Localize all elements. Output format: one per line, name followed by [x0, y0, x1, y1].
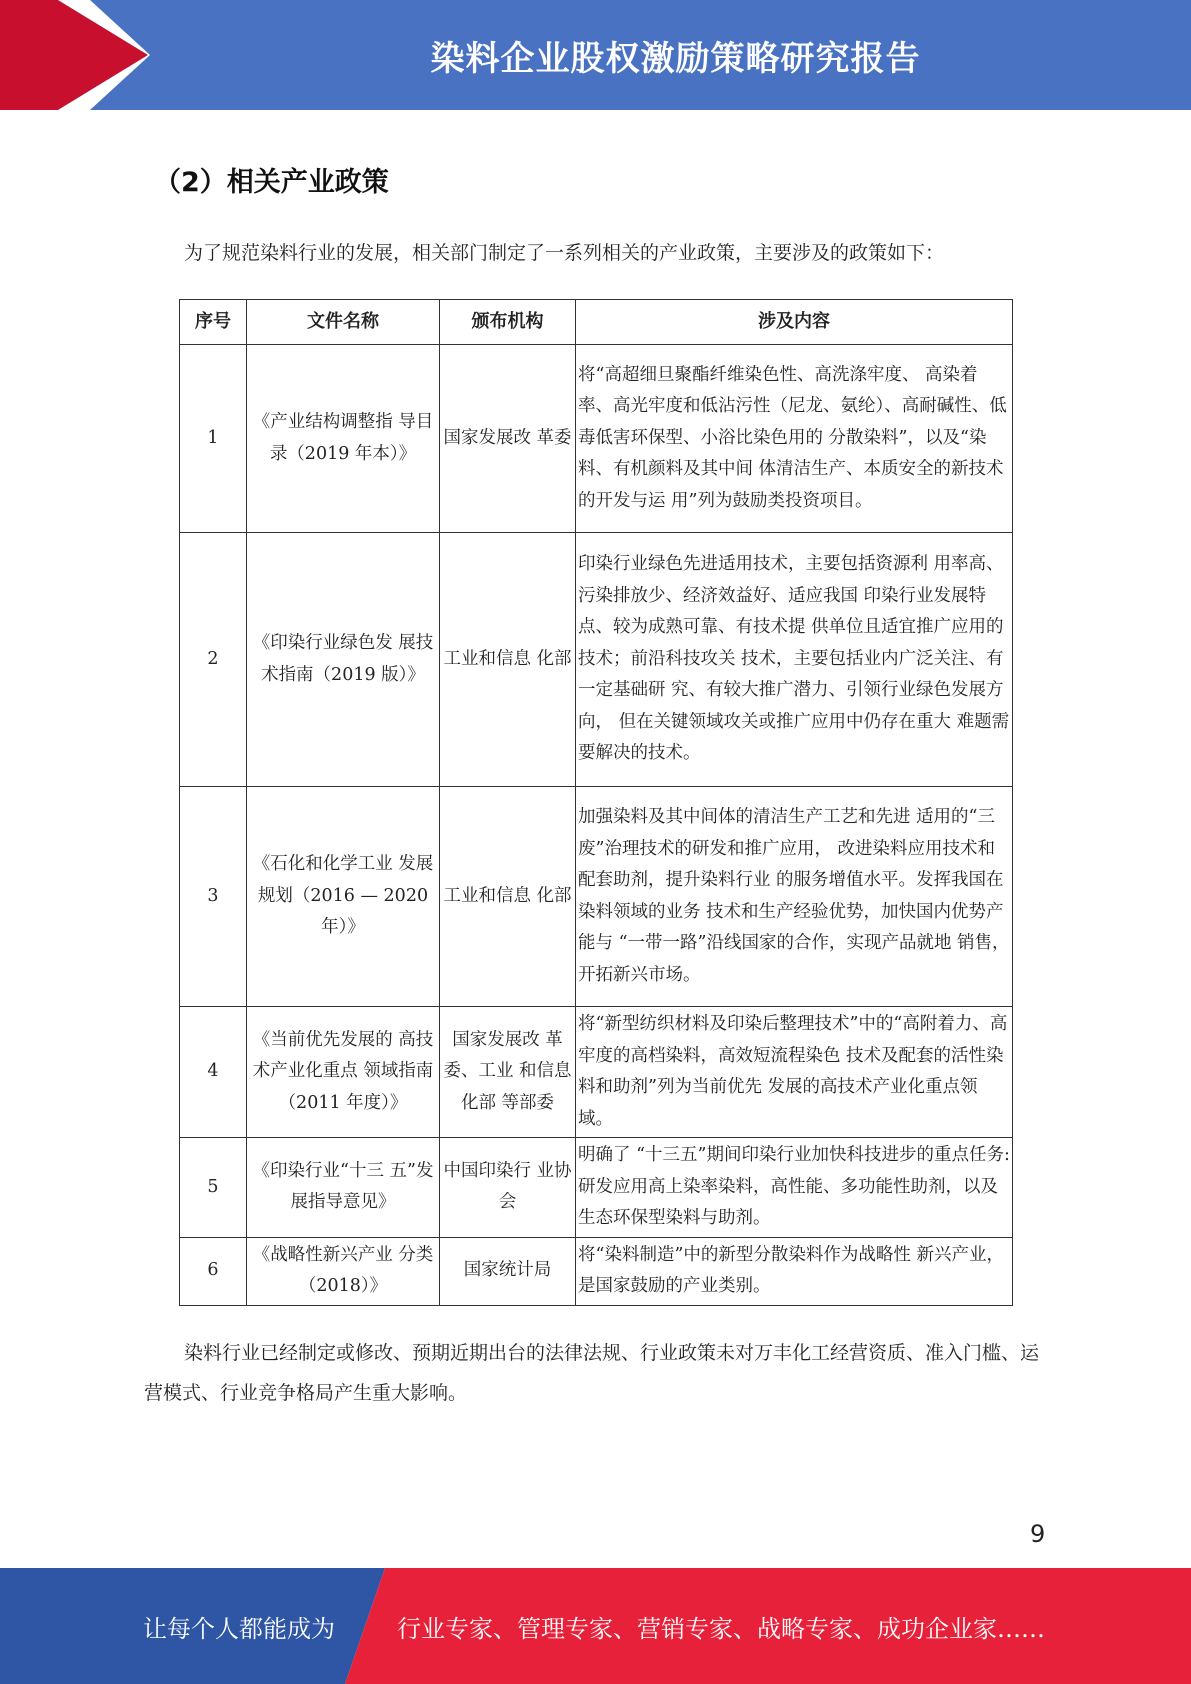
policy-content: 将“新型纺织材料及印染后整理技术”中的“高附着力、高牢度的高档染料，高效短流程染色 技术及配套的活性染料和助剂”列为当前优先 发展的高技术产业化重点领域。: [576, 1007, 1013, 1138]
issuing-authority: 中国印染行 业协会: [440, 1138, 576, 1238]
policy-content: 加强染料及其中间体的清洁生产工艺和先进 适用的“三废”治理技术的研发和推广应用， 改进染料应用技术和配套助剂，提升染料行业 的服务增值水平。发挥我国在染料领域的业务 技术和生产经验优势，加快国内优势产能与 “一带一路”沿线国家的合作，实现产品就地 销售，开拓新兴市场。: [576, 787, 1013, 1007]
table-row: [180, 1007, 1013, 1138]
document-name: 《战略性新兴产业 分类（2018）》: [247, 1237, 440, 1305]
section-heading: （2）相关产业政策: [154, 167, 389, 198]
issuing-authority: 国家发展改 革委: [440, 345, 576, 533]
row-number: 2: [180, 533, 247, 787]
table-row: [180, 345, 1013, 533]
table-row: [180, 533, 1013, 787]
row-number: 4: [180, 1007, 247, 1138]
header-document-name: 文件名称: [247, 300, 440, 345]
header-number: 序号: [180, 300, 247, 345]
issuing-authority: 国家统计局: [440, 1237, 576, 1305]
closing-paragraph: 染料行业已经制定或修改、预期近期出台的法律法规、行业政策未对万丰化工经营资质、准入门槛、运营模式、行业竞争格局产生重大影响。: [144, 1342, 1040, 1404]
document-name: 《产业结构调整指 导目录（2019 年本）》: [247, 345, 440, 533]
table-row: [180, 1237, 1013, 1305]
row-number: 3: [180, 787, 247, 1007]
table-row: [180, 1138, 1013, 1238]
row-number: 5: [180, 1138, 247, 1238]
footer-slogan-left: 让每个人都能成为: [143, 1614, 335, 1643]
header-banner: [0, 0, 1191, 110]
row-number: 6: [180, 1237, 247, 1305]
header-chevron-decoration: [0, 0, 160, 110]
policy-content: 将“染料制造”中的新型分散染料作为战略性 新兴产业，是国家鼓励的产业类别。: [576, 1237, 1013, 1305]
page-number: 9: [1030, 1520, 1046, 1548]
document-name: 《石化和化学工业 发展规划（2016 — 2020 年）》: [247, 787, 440, 1007]
issuing-authority: 国家发展改 革委、工业 和信息化部 等部委: [440, 1007, 576, 1138]
policy-content: 印染行业绿色先进适用技术，主要包括资源利 用率高、污染排放少、经济效益好、适应我国 印染行业发展特点、较为成熟可靠、有技术提 供单位且适宜推广应用的技术；前沿科技攻关 技术，主要包括业内广泛关注、有一定基础研 究、有较大推广潜力、引领行业绿色发展方向， 但在关键领域攻关或推广应用中仍存在重大 难题需要解决的技术。: [576, 533, 1013, 787]
header-issuing-authority: 颁布机构: [440, 300, 576, 345]
issuing-authority: 工业和信息 化部: [440, 533, 576, 787]
document-name: 《印染行业“十三 五”发展指导意见》: [247, 1138, 440, 1238]
policy-content: 明确了 “十三五”期间印染行业加快科技进步的重点任务:研发应用高上染率染料，高性能、多功能性助剂，以及生态环保型染料与助剂。: [576, 1138, 1013, 1238]
intro-paragraph: 为了规范染料行业的发展，相关部门制定了一系列相关的产业政策，主要涉及的政策如下：: [184, 242, 945, 264]
footer-banner: [0, 1568, 1191, 1684]
document-name: 《当前优先发展的 高技术产业化重点 领域指南（2011 年度）》: [247, 1007, 440, 1138]
document-name: 《印染行业绿色发 展技术指南（2019 版）》: [247, 533, 440, 787]
policy-table: [179, 299, 1013, 1306]
header-content: 涉及内容: [576, 300, 1013, 345]
footer-slogan-right: 行业专家、管理专家、营销专家、战略专家、成功企业家……: [397, 1614, 1045, 1643]
table-header-row: [180, 300, 1013, 345]
table-row: [180, 787, 1013, 1007]
issuing-authority: 工业和信息 化部: [440, 787, 576, 1007]
document-title: 染料企业股权激励策略研究报告: [430, 38, 921, 79]
row-number: 1: [180, 345, 247, 533]
policy-content: 将“高超细旦聚酯纤维染色性、高洗涤牢度、 高染着率、高光牢度和低沾污性（尼龙、氨纶）、高耐碱性、低毒低害环保型、小浴比染色用的 分散染料”，以及“染料、有机颜料及其中间 体清洁生产、本质安全的新技术的开发与运 用”列为鼓励类投资项目。: [576, 345, 1013, 533]
